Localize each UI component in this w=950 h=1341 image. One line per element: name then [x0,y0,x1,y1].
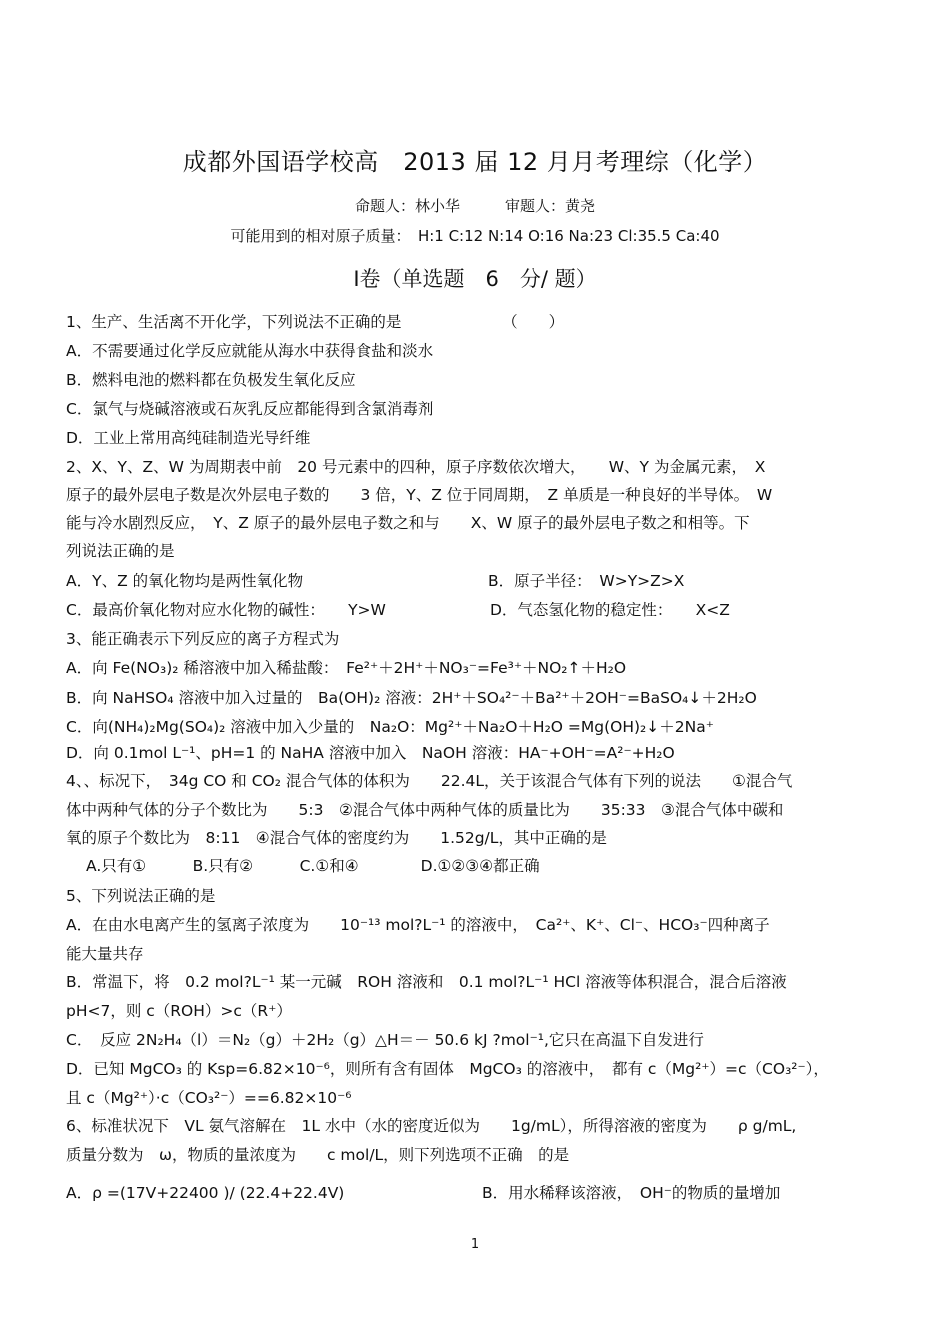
atomic-masses-line: 可能用到的相对原子质量： H:1 C:12 N:14 O:16 Na:23 Cl:35.5 Ca:40 [230,227,720,245]
q6-stem-line1: 6、标准状况下 VL 氨气溶解在 1L 水中（水的密度近似为 1g/mL），所得溶液的密度为 ρ g/mL, [66,1117,797,1135]
q2-stem-line4: 列说法正确的是 [66,542,175,560]
q5-option-b-line2: pH<7，则 c（ROH）>c（R⁺） [66,1002,292,1020]
q1-option-a: A．不需要通过化学反应就能从海水中获得食盐和淡水 [66,342,434,360]
q6-option-b: B．用水稀释该溶液， OH⁻的物质的量增加 [482,1184,781,1202]
q3-stem: 3、能正确表示下列反应的离子方程式为 [66,630,340,648]
q2-option-b: B．原子半径： W>Y>Z>X [488,572,685,590]
q3-option-d: D．向 0.1mol L⁻¹、pH=1 的 NaHA 溶液中加入 NaOH 溶液：HA⁻+OH⁻=A²⁻+H₂O [66,744,675,762]
q2-option-a: A．Y、Z 的氧化物均是两性氧化物 [66,572,304,590]
section-title: Ⅰ卷（单选题 6 分/ 题） [353,267,597,291]
q3-option-c: C．向(NH₄)₂Mg(SO₄)₂ 溶液中加入少量的 Na₂O：Mg²⁺＋Na₂O＋H₂O =Mg(OH)₂↓＋2Na⁺ [66,718,714,736]
q2-option-d: D．气态氢化物的稳定性： X<Z [490,601,730,619]
page-number: 1 [470,1237,480,1252]
q2-stem-line1: 2、X、Y、Z、W 为周期表中前 20 号元素中的四种，原子序数依次增大， W、Y 为金属元素， X [66,458,766,476]
q1-option-b: B．燃料电池的燃料都在负极发生氧化反应 [66,371,356,389]
page-title: 成都外国语学校高 2013 届 12 月月考理综（化学） [182,148,768,176]
q4-stem-line1: 4、、标况下， 34g CO 和 CO₂ 混合气体的体积为 22.4L，关于该混合气体有下列的说法 ①混合气 [66,772,793,790]
q5-option-d-line2: 且 c（Mg²⁺）·c（CO₃²⁻）==6.82×10⁻⁶ [66,1089,352,1107]
q6-option-a: A．ρ =(17V+22400 )/ (22.4+22.4V) [66,1184,345,1202]
q1-stem: 1、生产、生活离不开化学，下列说法不正确的是 （ ） [66,313,565,331]
q4-stem-line3: 氧的原子个数比为 8:11 ④混合气体的密度约为 1.52g/L，其中正确的是 [66,829,607,847]
authors-line: 命题人：林小华 审题人：黄尧 [354,197,595,215]
q4-options: A.只有① B.只有② C.①和④ D.①②③④都正确 [86,857,540,875]
q3-option-a: A．向 Fe(NO₃)₂ 稀溶液中加入稀盐酸： Fe²⁺＋2H⁺＋NO₃⁻=Fe³⁺＋NO₂↑＋H₂O [66,659,627,677]
q5-option-c: C． 反应 2N₂H₄（l）＝N₂（g）＋2H₂（g）△H＝－ 50.6 kJ ?mol⁻¹,它只在高温下自发进行 [66,1031,704,1049]
q2-stem-line2: 原子的最外层电子数是次外层电子数的 3 倍，Y、Z 位于同周期， Z 单质是一种良好的半导体。 W [66,486,773,504]
q5-stem: 5、下列说法正确的是 [66,887,216,905]
q4-stem-line2: 体中两种气体的分子个数比为 5:3 ②混合气体中两种气体的质量比为 35:33 ③混合气体中碳和 [66,801,784,819]
q5-option-a-line2: 能大量共存 [66,945,144,963]
q6-stem-line2: 质量分数为 ω，物质的量浓度为 c mol/L，则下列选项不正确 的是 [66,1146,570,1164]
q5-option-b-line1: B．常温下，将 0.2 mol?L⁻¹ 某一元碱 ROH 溶液和 0.1 mol?L⁻¹ HCl 溶液等体积混合，混合后溶液 [66,973,787,991]
q3-option-b: B．向 NaHSO₄ 溶液中加入过量的 Ba(OH)₂ 溶液：2H⁺＋SO₄²⁻＋Ba²⁺＋2OH⁻=BaSO₄↓＋2H₂O [66,689,757,707]
q1-option-c: C．氯气与烧碱溶液或石灰乳反应都能得到含氯消毒剂 [66,400,434,418]
q1-option-d: D．工业上常用高纯硅制造光导纤维 [66,429,311,447]
q5-option-a-line1: A．在由水电离产生的氢离子浓度为 10⁻¹³ mol?L⁻¹ 的溶液中， Ca²⁺、K⁺、Cl⁻、HCO₃⁻四种离子 [66,916,770,934]
q5-option-d-line1: D．已知 MgCO₃ 的 Ksp=6.82×10⁻⁶，则所有含有固体 MgCO₃ 的溶液中， 都有 c（Mg²⁺）=c（CO₃²⁻）， [66,1060,829,1078]
q2-stem-line3: 能与冷水剧烈反应， Y、Z 原子的最外层电子数之和与 X、W 原子的最外层电子数之和相等。下 [66,514,750,532]
q2-option-c: C．最高价氧化物对应水化物的碱性： Y>W [66,601,386,619]
